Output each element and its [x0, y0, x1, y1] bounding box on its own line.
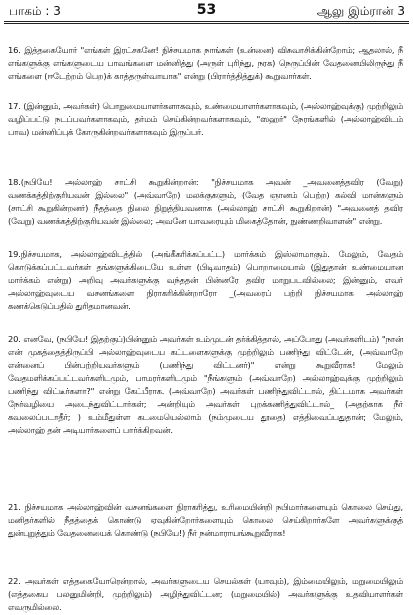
header-divider: [4, 21, 409, 24]
part-label: பாகம் : 3: [9, 4, 61, 18]
verse-21: 21. நிச்சயமாக அல்லாஹ்வின் வசனங்களை நிராகரித்து, உரிமையின்றி நபிமார்களையும் கொலை செய்து, மனிதர்களில் நீதத்தைக் கொண்டு ஏவுகின்றோர்களையும் கொலை செய்கிறார்களே அவர்களுக்குத் துன்புறுத்தும் வேதனையைக் கொண்டு (நபியே!) நீர் நன்மாராயங்கூறுவீராக!: [8, 502, 403, 539]
verse-20: 20. எனவே, (நபியே! இதற்குப்)பின்னும் அவர்கள் உம்முடன் தர்க்கித்தால், அப்போது (அவர்களிடம்) "நான் என் முகத்தைத்திருப்பி அல்லாஹ்வுடைய கட்டளைகளுக்கு முற்றிலும் பணிந்து விட்டேன், (அவ்வாறே என்னைப் பின்பற்றியவர்களும் (பணிந்து விட்டனர்)" என்று கூறுவீராக! மேலும் வேதமளிக்கப்பட்டவர்களிடமும், பாமரர்களிடமும் "நீங்களும் (அவ்வாறே) அல்லாஹ்வுக்கு முற்றிலும் பணிந்து விட்டீர்களா?" என்று கேட்பீராக. (அவ்வாறே) அவர்கள் பணிந்துவிட்டால், திட்டமாக அவர்கள் நேர்வழியை அடைந்துவிட்டார்கள்; அன்றியும் அவர்கள் புறக்கணித்துவிட்டால்_ (அதற்காக நீர் கவலைப்படாதீர்; ) உம்மீதுள்ள கடமையெல்லாம் (நம்முடைய தூதை) எத்திவைப்பதுதான்; மேலும், அல்லாஹ் தன் அடியார்களைப் பார்க்கிறவன்.: [8, 334, 403, 436]
verse-16: 16. இத்தகையோர் "எங்கள் இரட்சகனே! நிச்சயமாக நாங்கள் (உன்னை) விசுவாசிக்கின்றோம்; ஆதலால், நீ எங்களுக்கு எங்களுடைய பாவங்களை மன்னித்து (அருள் புரிந்து, நரக) நெருப்பின் வேதனையிலிருந்து நீ எங்களை (ஈடேற்றம் பெற)க் காத்தருள்வாயாக" என்று (பிரார்த்தித்துக்) கூறுவார்கள்.: [8, 45, 403, 82]
surah-label: ஆலு இம்ரான் 3: [316, 4, 405, 18]
verse-22: 22. அவர்கள் எத்தகையோரென்றால், அவர்களுடைய செயல்கள் (யாவும்), இம்மையிலும், மறுமையிலும் (எத்தகைய பலனுமின்றி, முற்றிலும்) அழிந்துவிட்டன; (மறுமையில்) அவர்களுக்கு உதவியாளர்கள் எவருமில்லை.: [8, 576, 403, 613]
page-number: 53: [196, 2, 217, 18]
verse-19: 19.நிச்சயமாக, அல்லாஹ்விடத்தில் (அங்கீகரிக்கப்பட்ட) மார்க்கம் இஸ்லாமாகும். மேலும், வேதம் கொடுக்கப்பட்டவர்கள் தங்களுக்கிடையே உள்ள (பிடிவாதம்) பொறாமையால் (இதுதான் உண்மையான மார்க்கம் என்று) அறிவு அவர்களுக்கு வந்ததன் பின்னரே தவிர மாறுபடவில்லை; இன்னும், எவர் அல்லாஹ்வுடைய வசனங்களை நிராகரிக்கின்றாரோ _(அவரைப் பற்றி நிச்சயமாக அல்லாஹ் கணக்கெடுப்பதில் துரிதமானவன்.: [8, 249, 403, 312]
verse-18: 18.(நபியே! அல்லாஹ் சாட்சி கூறுகின்றான்: "நிச்சயமாக அவன் _அவனைத்தவிர (வேறு) வணக்கத்திற்குரியவன் இல்லை" (அவ்வாறே) மலக்குகளும், (வேத ஞானம் பெற்ற) கல்வி மான்களும் (சாட்சி கூறுகின்றனர்) நீதத்தை நிலை நிறுத்தியவனாக (அல்லாஹ் சாட்சி கூறுகிறான்) "அவனைத் தவிர (வேறு) வணக்கத்திற்குரியவன் இல்லை; அவனே யாவரையும் மிகைத்தோன், நுண்ணறிவாளன்" என்று.: [8, 177, 403, 227]
page-header: [0, 0, 413, 22]
verse-17: 17. (இன்னும், அவர்கள்) பொறுமையாளர்களாகவும், உண்மையாளர்களாகவும், (அல்லாஹ்வுக்கு) முற்றிலும் வழிப்பட்டு நடப்பவர்களாகவும், தர்மம் செய்கின்றவர்களாகவும், "ஸஹர்" நேரங்களில் (அல்லாஹ்விடம் பாவ) மன்னிப்புக் கோருகின்றவர்களாகவும் இருப்பர்.: [8, 101, 403, 138]
